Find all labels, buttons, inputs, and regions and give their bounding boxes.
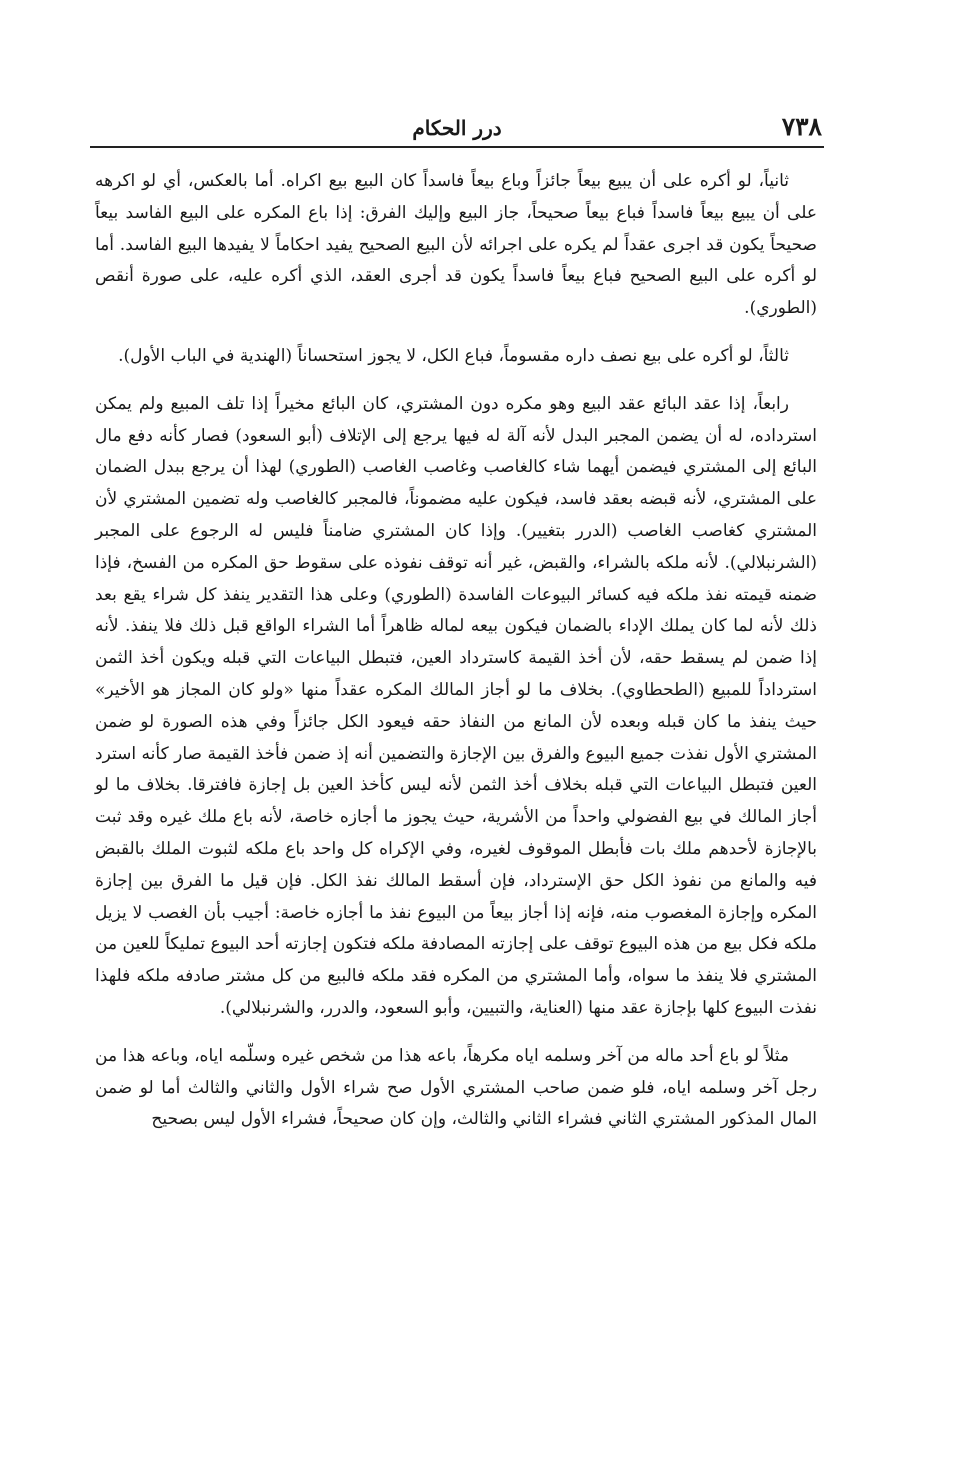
page-number: ٧٣٨ <box>781 112 822 141</box>
paragraph-third: ثالثاً، لو أكره على بيع نصف داره مقسوماً، فباع الكل، لا يجوز استحساناً (الهندية في الباب الأول). <box>118 345 789 366</box>
paragraph-fourth: رابعاً، إذا عقد البائع عقد البيع وهو مكره دون المشتري، كان البائع مخيراً إذا تلف المبيع ولم يمكن استرداده، له أن يضمن المجبر البدل لأنه آلة له فيها يرجع إلى الإتلاف (أبو السعود) فصار كأنه دفع مال البائع إلى المشتري فيضمن أيهما شاء كالغاصب وغاصب الغاصب (الطوري) لهذا أن يرجع ببدل الضمان على المشتري، لأنه قبضه بعقد فاسد، فيكون عليه مضموناً، فالمجبر كالغاصب وله تضمين المشتري لأن المشتري كغاصب الغاصب (الدرر بتغيير). وإذا كان المشتري ضامناً فليس له الرجوع على المجبر (الشرنبلالي). لأنه ملكه بالشراء، والقبض، غير أنه توقف نفوذه على سقوط حق المكره من الفسخ، فإذا ضمنه قيمته نفذ ملكه فيه كسائر البيوعات الفاسدة (الطوري) وعلى هذا التقدير ينفذ كل شراء يقع بعد ذلك لأنه لما كان يملك الإداء بالضمان فيكون بيعه لماله ظاهراً أما الشراء الواقع قبل ذلك فلا ينفذ. لأنه إذا ضمن لم يسقط حقه، لأن أخذ القيمة كاسترداد العين، فتبطل البياعات التي قبله ويكون أخذ الثمن استرداداً للمبيع (الطحطاوي). بخلاف ما لو أجاز المالك المكره عقداً منها «ولو كان المجاز هو الأخير» حيث ينفذ ما كان قبله وبعده لأن المانع من النفاذ حقه فيعود الكل جائزاً وفي هذه الصورة لو ضمن المشتري الأول نفذت جميع البيوع والفرق بين الإجازة والتضمين أنه إذ ضمن فأخذ القيمة صار كأنه استرد العين فتبطل البياعات التي قبله بخلاف أخذ الثمن لأنه ليس كأخذ العين بل إجازة فافترقا. بخلاف ما لو أجاز المالك في بيع الفضولي واحداً من الأشرية، حيث يجوز ما أجازه خاصة، لأنه باع ملك غيره وقد ثبت بالإجازة لأحدهم ملك بات فأبطل الموقوف لغيره، وفي الإكراه كل واحد باع ملكه لثبوت الملك بالقبض فيه والمانع من نفوذ الكل حق الإسترداد، فإن أسقط المالك نفذ الكل. فإن قيل ما الفرق بين إجازة المكره وإجازة المغصوب منه، فإنه إذا أجاز بيعاً من البيوع نفذ ما أجازه خاصة: أجيب بأن الغصب لا يزيل ملكه فكل بيع من هذه البيوع توقف على إجازته المصادفة ملكه فتكون إجازته أحد البيوع تمليكاً للعين من المشتري فلا ينفذ ما سواه، وأما المشتري من المكره فقد ملكه فالبيع من كل مشتر صادفه ملكه فلهذا نفذت البيوع كلها بإجازة عقد منها (العناية، والتبيين، وأبو السعود، والدرر، والشرنبلالي). <box>95 393 817 1018</box>
paragraph-second: ثانياً، لو أكره على أن يبيع بيعاً جائزاً وباع بيعاً فاسداً كان البيع بيع اكراه. أما بالعكس، أي لو اكرهه على أن يبيع بيعاً فاسداً فباع بيعاً صحيحاً، جاز البيع وإليك الفرق: إذا باع المكره على البيع الفاسد بيعاً صحيحاً يكون قد اجرى عقداً لم يكره على اجرائه لأن البيع الصحيح يفيد احكاماً لا يفيدها البيع الفاسد. أما لو أكره على البيع الصحيح فباع بيعاً فاسداً يكون قد أجرى العقد، الذي أكره عليه، على صورة أنقص (الطوري). <box>95 171 817 319</box>
paragraph-example: مثلاً لو باع أحد ماله من آخر وسلمه اياه مكرهاً، باعه هذا من شخص غيره وسلّمه اياه، وباعه هذا من رجل آخر وسلمه اياه، فلو ضمن صاحب المشتري الأول صح شراء الأول والثاني والثالث أما لو ضمن المال المذكور المشتري الثاني فشراء الثاني والثالث، وإن كان صحيحاً، فشراء الأول ليس بصحيح <box>95 1045 817 1130</box>
page-header <box>92 112 822 144</box>
header-divider <box>90 146 824 148</box>
body-text <box>95 166 817 1152</box>
running-title: درر الحكام <box>412 116 502 140</box>
